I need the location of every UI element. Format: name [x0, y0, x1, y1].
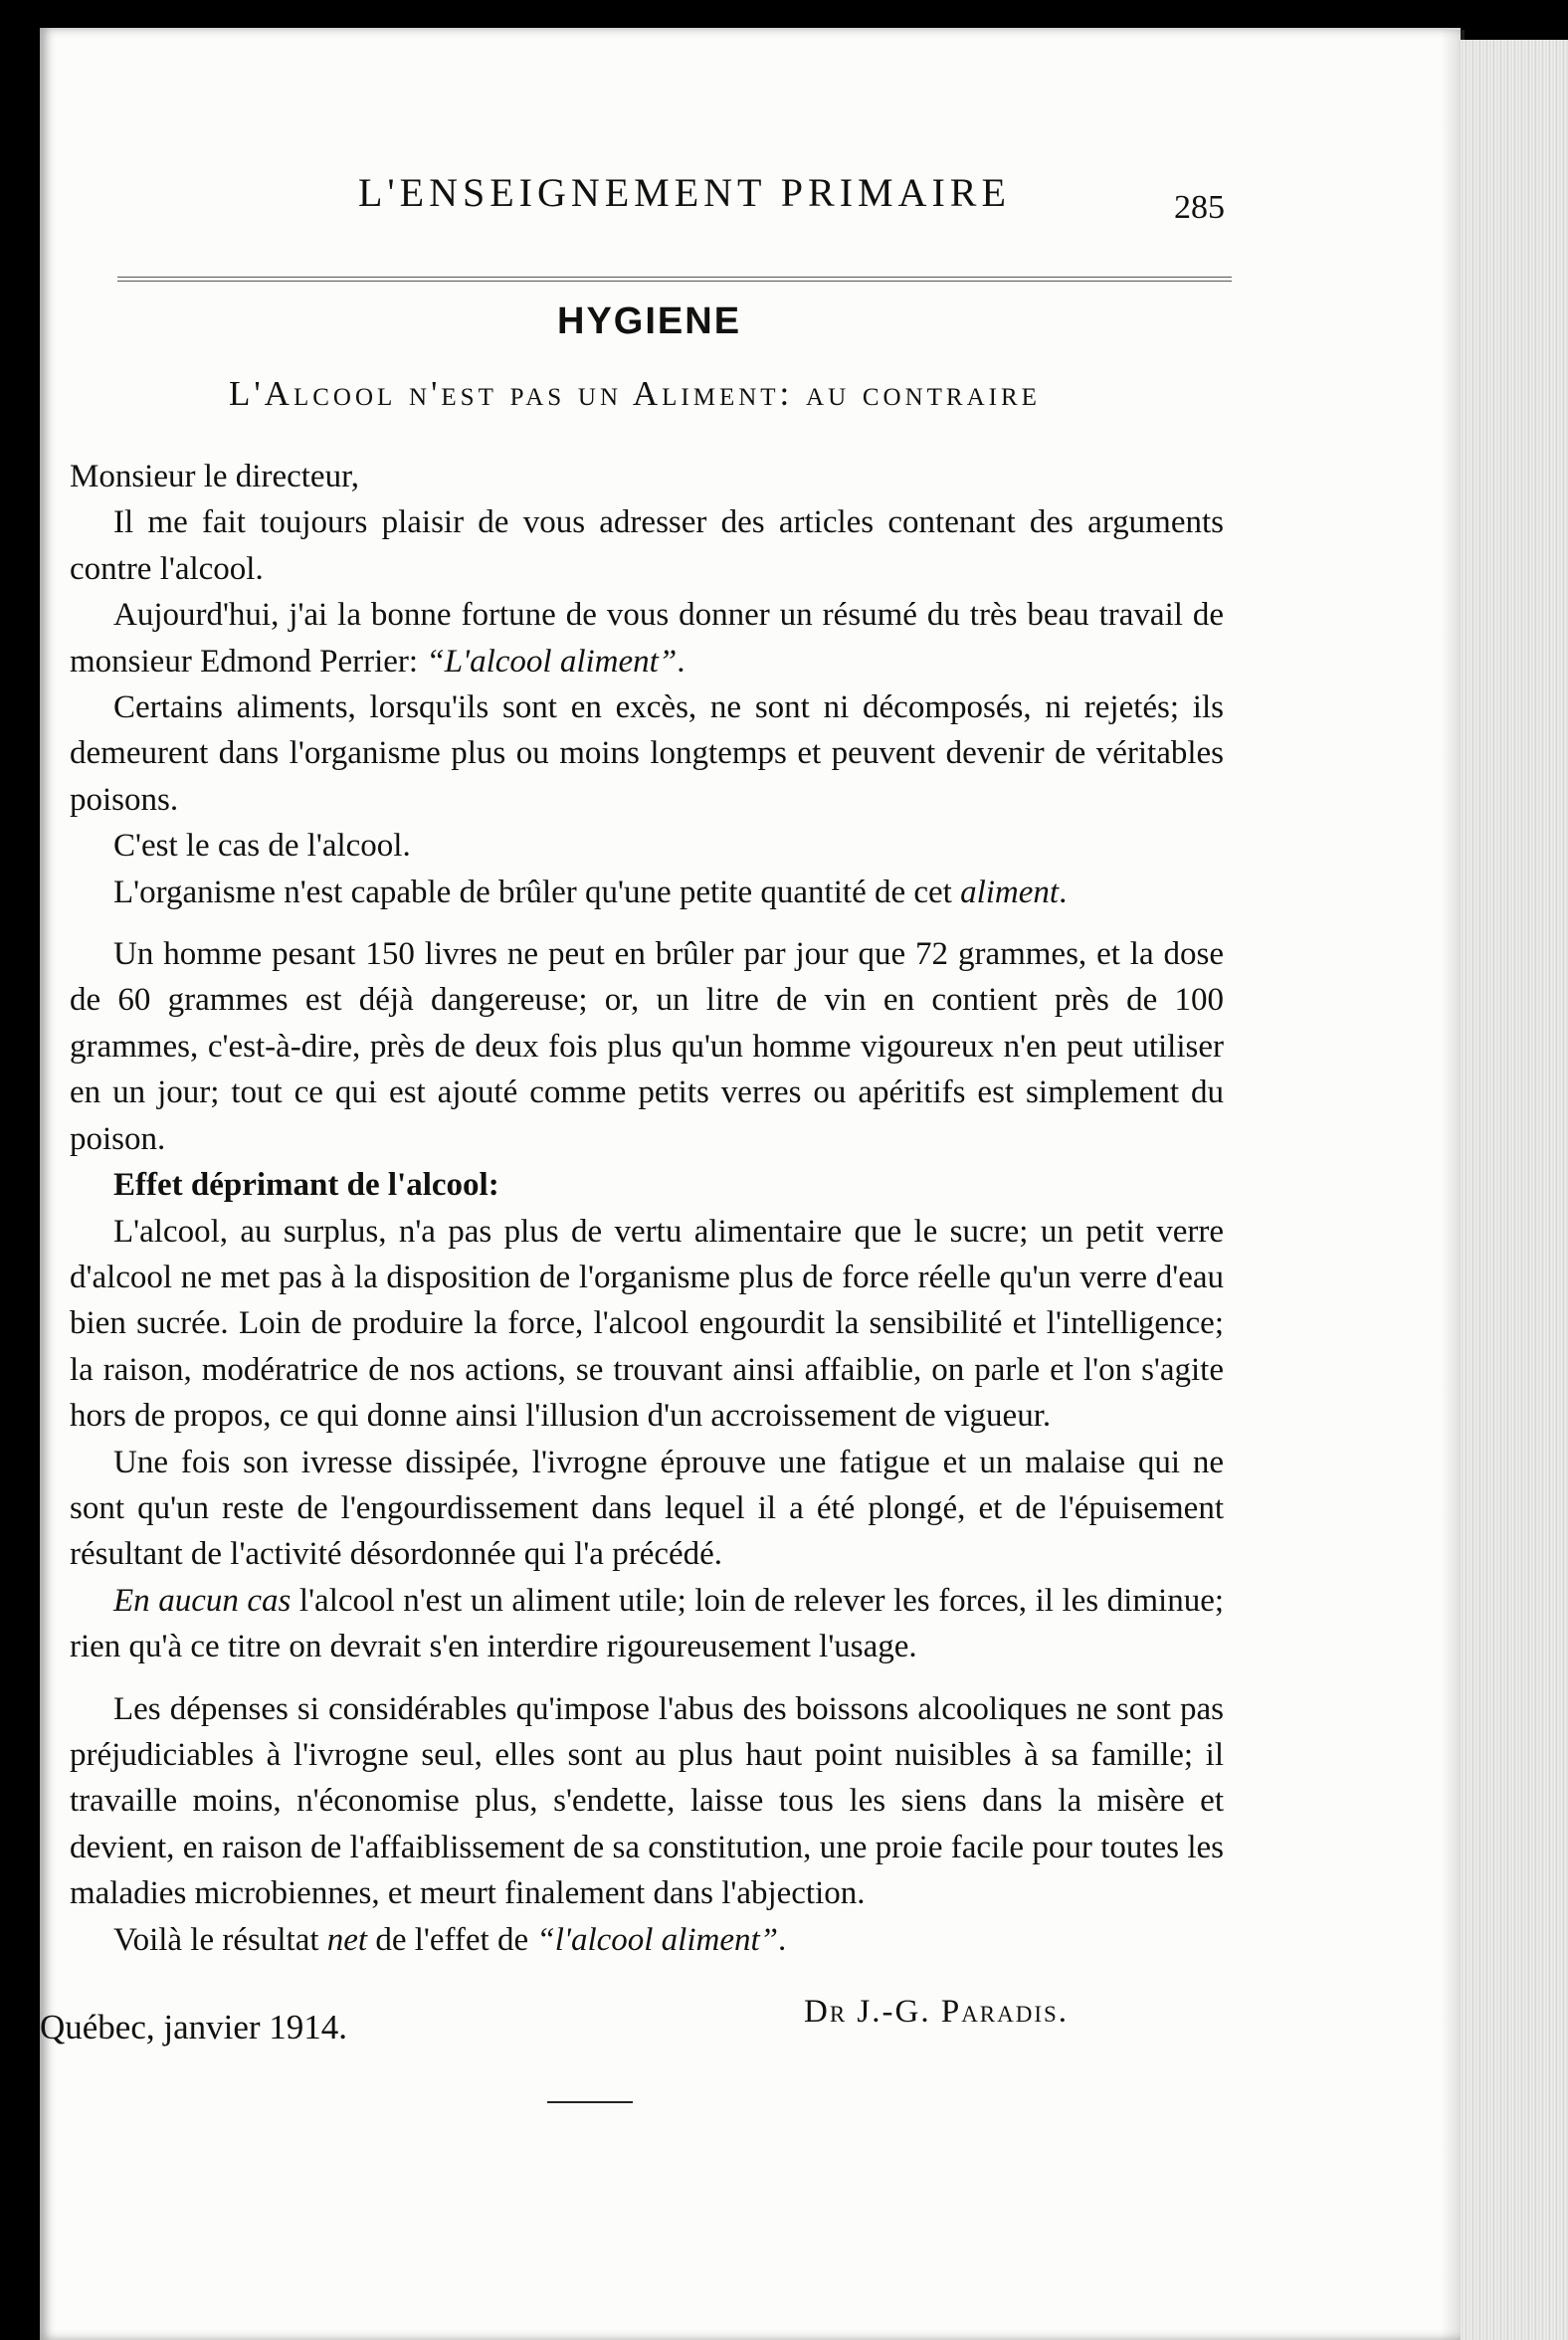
paragraph-text: L'organisme n'est capable de brûler qu'une petite quantité de cet	[113, 874, 961, 910]
signature-place-date: Québec, janvier 1914.	[40, 2008, 348, 2047]
quoted-title: “l'alcool aliment”	[536, 1921, 779, 1958]
header-rule	[117, 277, 1232, 282]
section-title: HYGIENE	[557, 300, 742, 342]
paragraph	[70, 1917, 1224, 1963]
signature-author: Dr J.-G. Paradis.	[804, 1994, 1070, 2030]
quoted-title: “L'alcool aliment”	[426, 643, 678, 680]
paragraph: Une fois son ivresse dissipée, l'ivrogne éprouve une fatigue et un malaise qui ne sont qu'un reste de l'engourdissement dans lequel il a été plongé, et de l'épuisement résultant de l'activité désordonnée qui l'a précédé.	[70, 1444, 1224, 1573]
paragraph: L'alcool, au surplus, n'a pas plus de vertu alimentaire que le sucre; un petit verre d'alcool ne met pas à la disposition de l'organisme plus de force réelle qu'un verre d'eau bien sucrée. Loin de produire la force, l'alcool engourdit la sensibilité et l'intelligence; la raison, modératrice de nos actions, se trouvant ainsi affaiblie, on parle et l'on s'agite hors de propos, ce qui donne ainsi l'illusion d'un accroissement de vigueur.	[70, 1213, 1224, 1435]
paragraph-text: .	[778, 1921, 787, 1958]
salutation: Monsieur le directeur,	[70, 459, 359, 494]
paragraph	[70, 592, 1224, 684]
paragraph-text: Voilà le résultat	[113, 1921, 327, 1958]
paragraph-text: l'alcool n'est un aliment utile; loin de relever les forces, il les diminue; rien qu'à ce titre on devrait s'en interdire rigoureusement l'usage.	[70, 1582, 1225, 1665]
article-body	[70, 454, 1224, 1963]
book-page-edges	[1461, 40, 1568, 2340]
paragraph	[70, 870, 1224, 915]
running-head: L'ENSEIGNEMENT PRIMAIRE	[358, 170, 1011, 215]
end-rule	[547, 2101, 633, 2103]
subheading	[70, 1162, 1224, 1208]
paragraph-text: de l'effet de	[367, 1921, 537, 1958]
subheading-text: Effet déprimant de l'alcool:	[113, 1167, 499, 1204]
paragraph: Il me fait toujours plaisir de vous adresser des articles contenant des arguments contre l'alcool.	[70, 504, 1224, 587]
paragraph: Les dépenses si considérables qu'impose l'abus des boissons alcooliques ne sont pas préjudiciables à l'ivrogne seul, elles sont au plus haut point nuisibles à sa famille; il travaille moins, n'économise plus, s'endette, laisse tous les siens dans la misère et devient, en raison de l'affaiblissement de sa constitution, une proie facile pour toutes les maladies microbiennes, et meurt finalement dans l'abjection.	[70, 1690, 1224, 1912]
italic-word: aliment	[960, 874, 1060, 910]
italic-word: net	[326, 1921, 368, 1958]
paragraph: Certains aliments, lorsqu'ils sont en excès, ne sont ni décomposés, ni rejetés; ils demeurent dans l'organisme plus ou moins longtemps et peuvent devenir de véritables poisons.	[70, 689, 1224, 818]
article-subtitle: L'Alcool n'est pas un Aliment: au contraire	[229, 374, 1041, 413]
paragraph: Un homme pesant 150 livres ne peut en brûler par jour que 72 grammes, et la dose de 60 grammes est déjà dangereuse; or, un litre de vin en contient près de 100 grammes, c'est-à-dire, près de deux fois plus qu'un homme vigoureux n'en peut utiliser en un jour; tout ce qui est ajouté comme petits verres ou apéritifs est simplement du poison.	[70, 936, 1224, 1157]
italic-phrase: En aucun cas	[113, 1582, 292, 1619]
paragraph: C'est le cas de l'alcool.	[113, 828, 411, 865]
paragraph-text: .	[1059, 874, 1068, 910]
page-number: 285	[1174, 189, 1225, 226]
paragraph-text: Aujourd'hui, j'ai la bonne fortune de vous donner un résumé du très beau travail de monsieur Edmond Perrier:	[70, 597, 1224, 680]
paragraph	[70, 1578, 1224, 1670]
paragraph-text: .	[677, 643, 686, 680]
